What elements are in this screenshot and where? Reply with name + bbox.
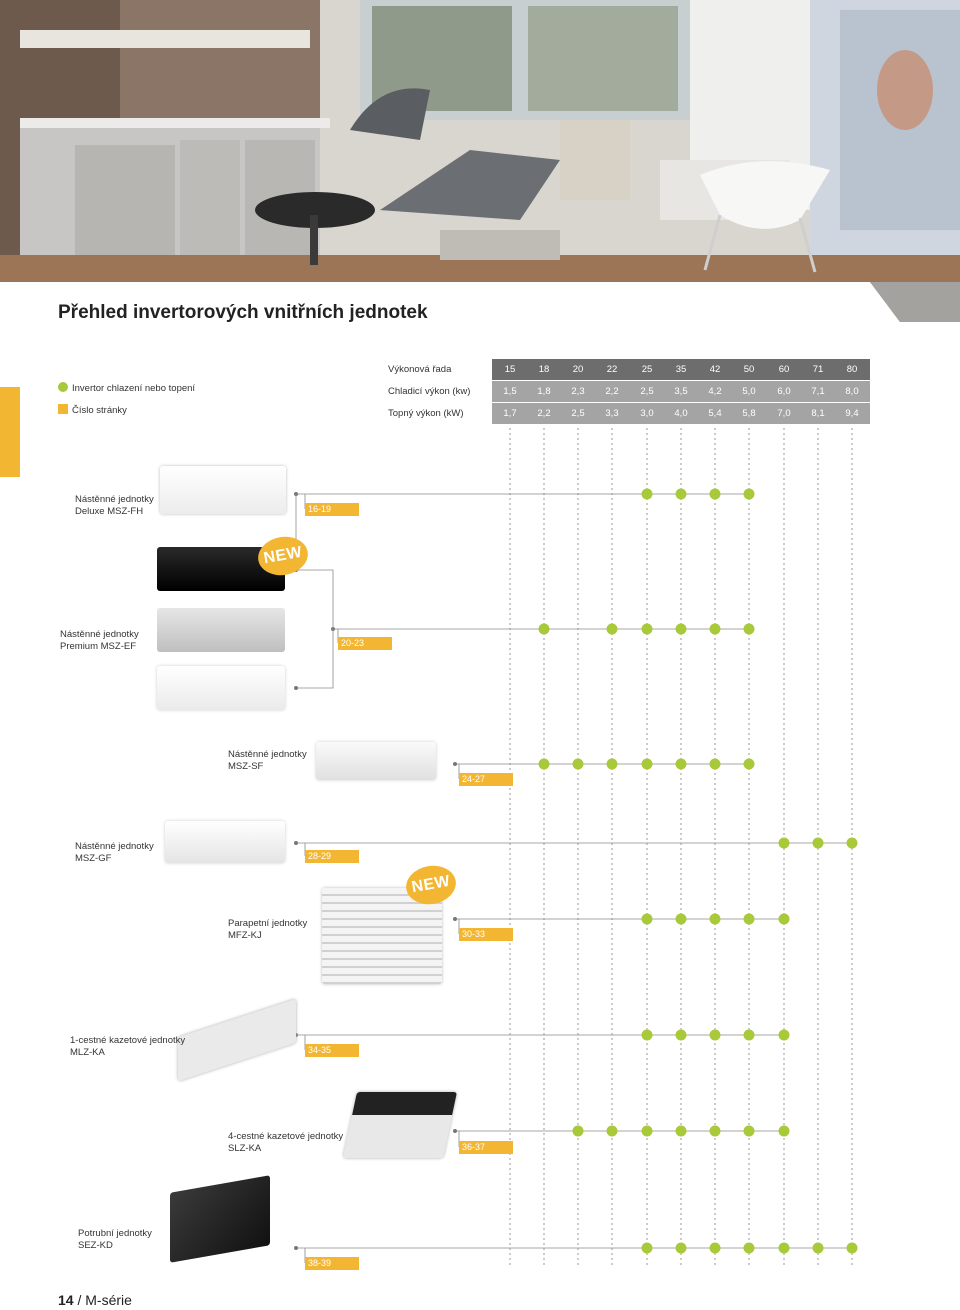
unit-image-msz-sf xyxy=(316,742,436,780)
connector-start-dot xyxy=(453,917,457,921)
table-cell: 42 xyxy=(709,364,721,375)
availability-dot xyxy=(779,1030,790,1041)
table-cell: 2,2 xyxy=(605,386,619,397)
table-cell: 4,2 xyxy=(708,386,722,397)
availability-dot xyxy=(539,759,550,770)
legend-label: Číslo stránky xyxy=(72,405,127,416)
bracket-line xyxy=(296,570,333,688)
unit-image-slz-ka xyxy=(343,1092,457,1158)
table-cell: 2,5 xyxy=(571,408,585,419)
new-badge: NEW xyxy=(403,862,459,908)
availability-dot xyxy=(744,759,755,770)
product-label: Nástěnné jednotky MSZ-SF xyxy=(228,749,307,772)
table-cell: 9,4 xyxy=(845,408,859,419)
availability-dot xyxy=(779,1126,790,1137)
table-cell: 71 xyxy=(812,364,824,375)
product-label: 4-cestné kazetové jednotky SLZ-KA xyxy=(228,1131,344,1154)
product-label: Parapetní jednotky MFZ-KJ xyxy=(228,918,308,941)
table-cell: 22 xyxy=(606,364,618,375)
availability-dot xyxy=(607,624,618,635)
availability-dot xyxy=(676,489,687,500)
product-label: Potrubní jednotky SEZ-KD xyxy=(78,1228,152,1251)
table-cell: 2,5 xyxy=(640,386,654,397)
availability-dot xyxy=(573,1126,584,1137)
table-cell: 15 xyxy=(504,364,516,375)
table-row-label: Výkonová řada xyxy=(388,364,452,375)
table-cell: 60 xyxy=(778,364,790,375)
table-cell: 25 xyxy=(641,364,653,375)
availability-dot xyxy=(676,759,687,770)
table-cell: 1,8 xyxy=(537,386,551,397)
availability-dot xyxy=(676,1243,687,1254)
availability-dot xyxy=(710,914,721,925)
availability-dot xyxy=(847,1243,858,1254)
availability-dot xyxy=(642,489,653,500)
availability-dot xyxy=(779,914,790,925)
availability-dot xyxy=(813,1243,824,1254)
product-label: 1-cestné kazetové jednotky MLZ-KA xyxy=(70,1035,186,1058)
availability-dot xyxy=(744,914,755,925)
connector-start-dot xyxy=(294,841,298,845)
footer-separator: / xyxy=(73,1292,86,1308)
page-badge: 24-27 xyxy=(459,773,513,786)
page-badge: 16-19 xyxy=(305,503,359,516)
product-label: Nástěnné jednotky Premium MSZ-EF xyxy=(60,629,139,652)
availability-dot xyxy=(676,1030,687,1041)
availability-dot xyxy=(642,1243,653,1254)
availability-dot xyxy=(710,1030,721,1041)
table-cell: 5,8 xyxy=(742,408,756,419)
unit-image-msz-fh xyxy=(160,466,286,514)
page-title: Přehled invertorových vnitřních jednotek xyxy=(58,302,428,323)
page-footer xyxy=(58,1292,132,1308)
connector-start-dot xyxy=(453,762,457,766)
availability-dot xyxy=(710,624,721,635)
availability-dot xyxy=(676,1126,687,1137)
availability-dot xyxy=(744,624,755,635)
connector-start-dot xyxy=(453,1129,457,1133)
page-number: 14 xyxy=(58,1292,74,1308)
table-cell: 8,1 xyxy=(811,408,825,419)
product-label: Nástěnné jednotky MSZ-GF xyxy=(75,841,154,864)
page-badge: 36-37 xyxy=(459,1141,513,1154)
availability-dot xyxy=(607,759,618,770)
availability-dot xyxy=(676,624,687,635)
availability-dot xyxy=(642,759,653,770)
page-badge: 28-29 xyxy=(305,850,359,863)
availability-dot xyxy=(779,1243,790,1254)
availability-dot xyxy=(710,1243,721,1254)
availability-dot xyxy=(607,1126,618,1137)
connector-start-dot xyxy=(294,1246,298,1250)
availability-dot xyxy=(710,759,721,770)
table-cell: 5,0 xyxy=(742,386,756,397)
availability-dot xyxy=(744,1243,755,1254)
product-label: Nástěnné jednotky Deluxe MSZ-FH xyxy=(75,494,154,517)
availability-dot xyxy=(642,1030,653,1041)
table-cell: 8,0 xyxy=(845,386,859,397)
table-cell: 7,1 xyxy=(811,386,825,397)
table-cell: 50 xyxy=(743,364,755,375)
page-badge: 30-33 xyxy=(459,928,513,941)
page-badge: 38-39 xyxy=(305,1257,359,1270)
legend-label: Invertor chlazení nebo topení xyxy=(72,383,196,394)
table-cell: 3,0 xyxy=(640,408,654,419)
availability-dot xyxy=(642,624,653,635)
unit-image-msz-ef-white xyxy=(157,666,285,710)
availability-dot xyxy=(813,838,824,849)
table-cell: 2,2 xyxy=(537,408,551,419)
availability-dot xyxy=(710,489,721,500)
series-name: M-série xyxy=(85,1292,132,1308)
new-badge: NEW xyxy=(255,533,311,579)
table-cell: 2,3 xyxy=(571,386,585,397)
connector-start-dot xyxy=(294,686,298,690)
page-badge: 20-23 xyxy=(338,637,392,650)
availability-dot xyxy=(744,1126,755,1137)
table-cell: 35 xyxy=(675,364,687,375)
availability-dot xyxy=(744,1030,755,1041)
table-cell: 3,3 xyxy=(605,408,619,419)
availability-dot xyxy=(710,1126,721,1137)
table-cell: 18 xyxy=(538,364,550,375)
availability-dot xyxy=(779,838,790,849)
table-row-label: Topný výkon (kW) xyxy=(388,408,464,419)
unit-image-msz-ef-silver xyxy=(157,608,285,652)
availability-dot xyxy=(642,914,653,925)
table-row-label: Chladicí výkon (kw) xyxy=(388,386,471,397)
table-cell: 80 xyxy=(846,364,858,375)
availability-dot xyxy=(847,838,858,849)
table-cell: 4,0 xyxy=(674,408,688,419)
availability-dot xyxy=(573,759,584,770)
table-cell: 6,0 xyxy=(777,386,791,397)
unit-image-msz-gf xyxy=(165,821,285,863)
table-cell: 1,5 xyxy=(503,386,517,397)
availability-dot xyxy=(539,624,550,635)
availability-dot xyxy=(642,1126,653,1137)
table-cell: 20 xyxy=(572,364,584,375)
availability-dot xyxy=(744,489,755,500)
table-cell: 3,5 xyxy=(674,386,688,397)
table-cell: 5,4 xyxy=(708,408,722,419)
availability-dot xyxy=(676,914,687,925)
table-cell: 1,7 xyxy=(503,408,517,419)
table-cell: 7,0 xyxy=(777,408,791,419)
page-badge: 34-35 xyxy=(305,1044,359,1057)
